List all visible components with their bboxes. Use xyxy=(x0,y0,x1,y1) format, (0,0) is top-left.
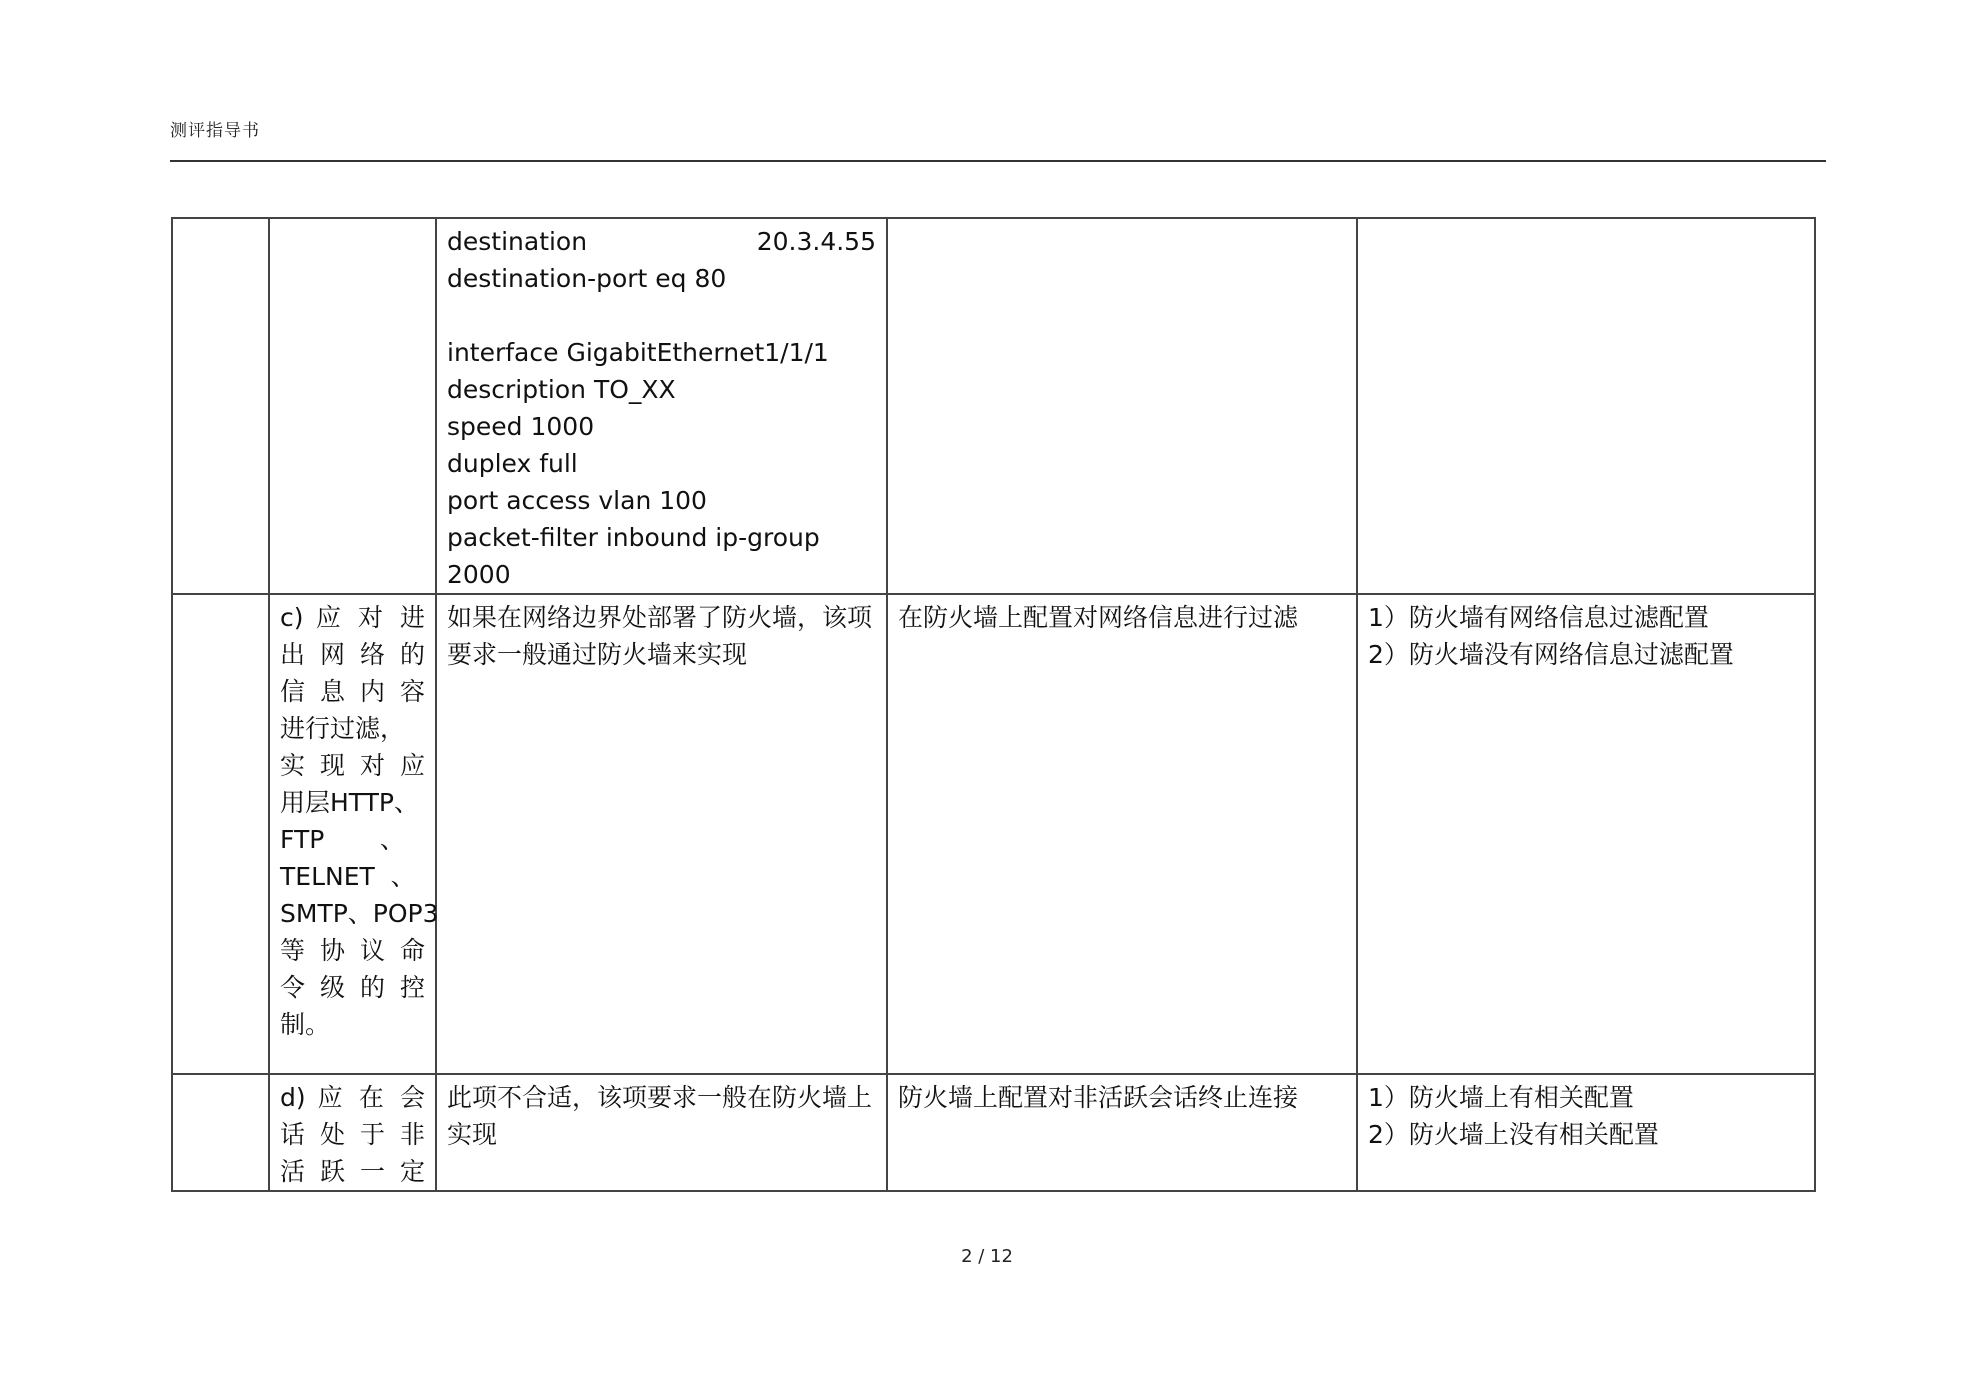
table-row-config-continuation xyxy=(172,218,1815,594)
guidance-cell-d xyxy=(436,1074,887,1191)
category-cell xyxy=(172,594,269,1074)
requirement-line: 进行过滤， xyxy=(280,714,406,743)
config-blank-line xyxy=(447,297,876,334)
config-line: description TO_XX xyxy=(447,375,676,404)
config-line: speed 1000 xyxy=(447,412,595,441)
result-cell-c xyxy=(1357,594,1815,1074)
config-line: 2000 xyxy=(447,560,511,589)
result-cell-d xyxy=(1357,1074,1815,1191)
config-line: port access vlan 100 xyxy=(447,486,707,515)
config-guidance-cell xyxy=(436,218,887,594)
requirement-line: 制。 xyxy=(280,1010,331,1039)
method-cell-c xyxy=(887,594,1357,1074)
requirement-line: SMTP、POP3 xyxy=(280,899,439,928)
requirement-line: 用层HTTP、 xyxy=(280,788,419,817)
method-text: 在防火墙上配置对网络信息进行过滤 xyxy=(898,603,1299,632)
requirement-cell-d xyxy=(269,1074,436,1191)
requirement-cell-empty xyxy=(269,218,436,594)
requirement-line: FTP 、 xyxy=(280,825,405,854)
page-number: 2 / 12 xyxy=(961,1246,1013,1267)
config-line: duplex full xyxy=(447,449,578,478)
method-cell-empty xyxy=(887,218,1357,594)
requirement-line: 信 息 内 容 xyxy=(280,677,425,706)
table-row-d xyxy=(172,1074,1815,1191)
category-cell xyxy=(172,218,269,594)
evaluation-table xyxy=(171,217,1816,1192)
guidance-text: 此项不合适，该项要求一般在防火墙上实现 xyxy=(447,1083,873,1149)
result-line: 2）防火墙没有网络信息过滤配置 xyxy=(1368,640,1734,669)
guidance-cell-c xyxy=(436,594,887,1074)
requirement-line: TELNET 、 xyxy=(280,862,416,891)
result-line: 1）防火墙上有相关配置 xyxy=(1368,1083,1634,1112)
config-text: destination xyxy=(447,227,588,256)
guidance-text: 如果在网络边界处部署了防火墙，该项要求一般通过防火墙来实现 xyxy=(447,603,873,669)
result-line: 1）防火墙有网络信息过滤配置 xyxy=(1368,603,1709,632)
requirement-line: 令 级 的 控 xyxy=(280,973,425,1002)
config-line-destination xyxy=(447,223,876,260)
requirement-line: 出 网 络 的 xyxy=(280,640,425,669)
requirement-line: 活 跃 一 定 xyxy=(280,1157,425,1186)
requirement-line: 等 协 议 命 xyxy=(280,936,425,965)
result-line: 2）防火墙上没有相关配置 xyxy=(1368,1120,1659,1149)
method-text: 防火墙上配置对非活跃会话终止连接 xyxy=(898,1083,1299,1112)
table-row-c xyxy=(172,594,1815,1074)
result-cell-empty xyxy=(1357,218,1815,594)
config-line: packet-filter inbound ip-group xyxy=(447,523,820,552)
config-line: destination-port eq 80 xyxy=(447,264,727,293)
config-text: 20.3.4.55 xyxy=(756,227,876,256)
requirement-line: c) 应 对 进 xyxy=(280,603,425,632)
config-line: interface GigabitEthernet1/1/1 xyxy=(447,338,829,367)
method-cell-d xyxy=(887,1074,1357,1191)
requirement-line: 话 处 于 非 xyxy=(280,1120,425,1149)
header-divider xyxy=(170,160,1826,162)
requirement-line: 实 现 对 应 xyxy=(280,751,425,780)
page-header-title: 测评指导书 xyxy=(170,121,260,141)
requirement-line: d) 应 在 会 xyxy=(280,1083,425,1112)
requirement-cell-c xyxy=(269,594,439,1074)
category-cell xyxy=(172,1074,269,1191)
